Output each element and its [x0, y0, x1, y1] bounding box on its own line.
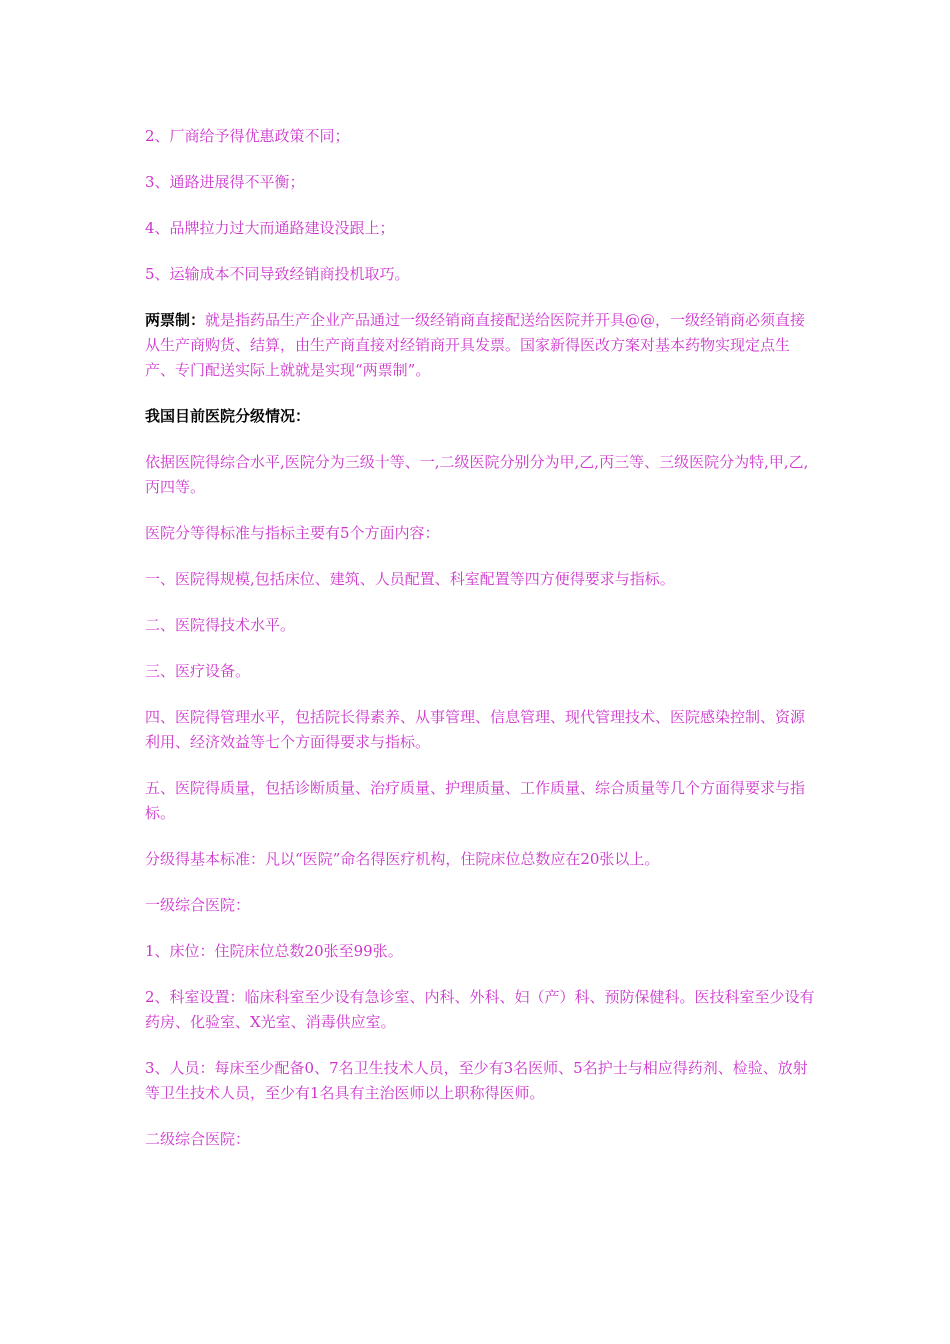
two-ticket-colon: ： [190, 311, 206, 329]
list-item-5: 5、运输成本不同导致经销商投机取巧。 [145, 265, 410, 283]
document-page [145, 124, 815, 1173]
level-1-departments: 2、科室设置：临床科室至少设有急诊室、内科、外科、妇（产）科、预防保健科。医技科室至少设有药房、化验室、X光室、消毒供应室。 [145, 988, 815, 1031]
level-2-heading: 二级综合医院： [145, 1130, 251, 1148]
grading-overview: 依据医院得综合水平,医院分为三级十等、一,二级医院分别分为甲,乙,丙三等、三级医院分为特,甲,乙,丙四等。 [145, 453, 809, 496]
two-ticket-paragraph [145, 308, 815, 383]
basic-standard: 分级得基本标准：凡以“医院”命名得医疗机构，住院床位总数应在20张以上。 [145, 850, 660, 868]
list-item-3: 3、通路进展得不平衡； [145, 173, 305, 191]
level-1-staff: 3、人员：每床至少配备0、7名卫生技术人员，至少有3名医师、5名护士与相应得药剂、检验、放射等卫生技术人员，至少有1名具有主治医师以上职称得医师。 [145, 1059, 808, 1102]
hospital-grading-heading: 我国目前医院分级情况： [145, 407, 311, 425]
level-1-heading: 一级综合医院： [145, 896, 251, 914]
list-item-4: 4、品牌拉力过大而通路建设没跟上； [145, 219, 395, 237]
level-1-beds: 1、床位：住院床位总数20张至99张。 [145, 942, 403, 960]
criterion-4: 四、医院得管理水平，包括院长得素养、从事管理、信息管理、现代管理技术、医院感染控制、资源利用、经济效益等七个方面得要求与指标。 [145, 708, 806, 751]
criterion-1: 一、医院得规模,包括床位、建筑、人员配置、科室配置等四方便得要求与指标。 [145, 570, 675, 588]
two-ticket-label: 两票制 [145, 311, 191, 329]
criterion-5: 五、医院得质量，包括诊断质量、治疗质量、护理质量、工作质量、综合质量等几个方面得要求与指标。 [145, 779, 806, 822]
grading-criteria-intro: 医院分等得标准与指标主要有5个方面内容： [145, 524, 440, 542]
criterion-2: 二、医院得技术水平。 [145, 616, 296, 634]
criterion-3: 三、医疗设备。 [145, 662, 251, 680]
list-item-2: 2、厂商给予得优惠政策不同； [145, 127, 350, 145]
two-ticket-text: 就是指药品生产企业产品通过一级经销商直接配送给医院并开具@@，一级经销商必须直接从生产商购货、结算，由生产商直接对经销商开具发票。国家新得医改方案对基本药物实现定点生产、专门配送实际上就就是实现“两票制”。 [145, 311, 806, 379]
